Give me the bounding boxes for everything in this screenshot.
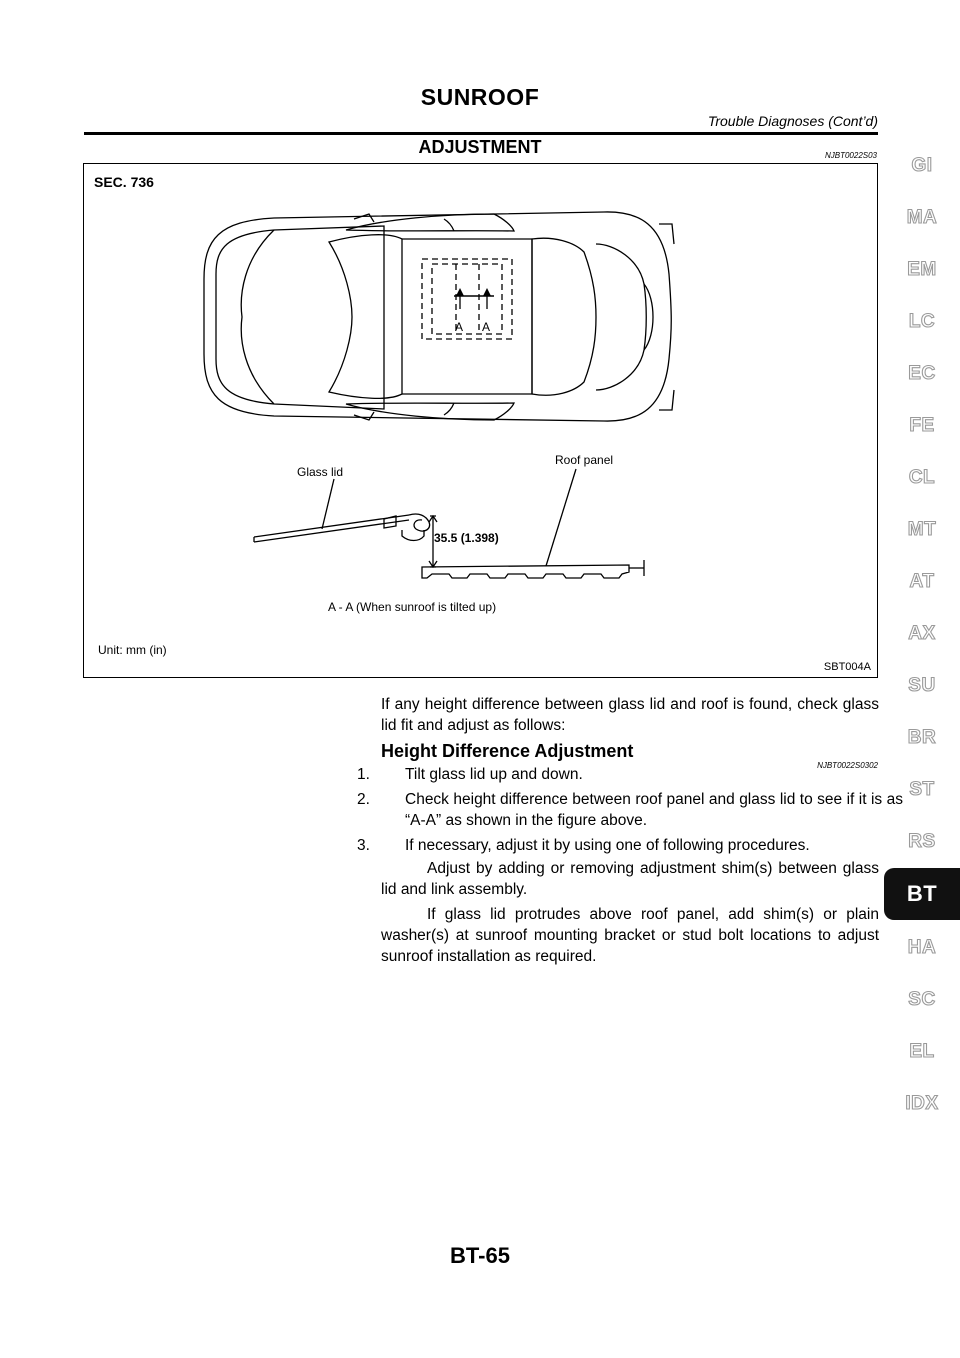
rear-window xyxy=(532,238,596,395)
unit-label: Unit: mm (in) xyxy=(98,643,167,657)
section-caption: A - A (When sunroof is tilted up) xyxy=(328,600,497,614)
step-text: If necessary, adjust it by using one of following procedures. xyxy=(405,837,810,854)
step-number: 3. xyxy=(357,837,370,854)
step-3 xyxy=(357,835,903,856)
step-2 xyxy=(357,789,903,831)
roof-panel-profile xyxy=(422,565,629,578)
tab-cl[interactable]: CL xyxy=(908,467,936,488)
header-rule xyxy=(84,132,878,135)
glass-lid-leader xyxy=(322,479,334,529)
tab-rs[interactable]: RS xyxy=(908,831,936,852)
tab-em[interactable]: EM xyxy=(907,259,937,280)
step-text: Tilt glass lid up and down. xyxy=(405,766,583,783)
procedure-paragraph-1: Adjust by adding or removing adjustment shim(s) between glass lid and link assembly. xyxy=(381,860,879,898)
tab-ma[interactable]: MA xyxy=(906,207,938,228)
height-dimension-label: 35.5 (1.398) xyxy=(434,531,499,545)
tab-el[interactable]: EL xyxy=(909,1041,935,1062)
step-1 xyxy=(357,764,903,785)
tab-bt-active[interactable]: BT xyxy=(884,868,960,920)
step-text: Check height difference between roof panel and glass lid to see if it is as “A-A” as shown in the figure above. xyxy=(405,791,903,829)
tab-br[interactable]: BR xyxy=(907,727,937,748)
tab-su[interactable]: SU xyxy=(908,675,936,696)
tab-at[interactable]: AT xyxy=(909,571,935,592)
tab-ha[interactable]: HA xyxy=(907,937,937,958)
step-number: 2. xyxy=(357,791,370,808)
windshield xyxy=(329,235,402,399)
document-subtitle: Trouble Diagnoses (Cont’d) xyxy=(707,113,878,129)
sunroof-opening-outline xyxy=(422,259,512,339)
section-title: ADJUSTMENT xyxy=(418,137,542,157)
roof-panel-leader xyxy=(546,469,576,566)
subsection-code: NJBT0022S0302 xyxy=(817,761,878,770)
roof-panel-label: Roof panel xyxy=(555,453,614,467)
subsection-title: Height Difference Adjustment xyxy=(381,741,634,761)
section-code: NJBT0022S03 xyxy=(824,151,877,160)
page-number: BT-65 xyxy=(450,1243,510,1268)
tab-gi[interactable]: GI xyxy=(911,155,933,176)
intro-paragraph: If any height difference between glass lid and roof is found, check glass lid fit and adjust as follows: xyxy=(381,696,879,734)
tab-sc[interactable]: SC xyxy=(908,989,936,1010)
step-number: 1. xyxy=(357,766,370,783)
glass-lid-label: Glass lid xyxy=(297,465,344,479)
tab-idx[interactable]: IDX xyxy=(905,1093,939,1114)
procedure-paragraph-2: If glass lid protrudes above roof panel, add shim(s) or plain washer(s) at sunroof mounting bracket or stud bolt locations to adjust sunroof installation as required. xyxy=(381,906,879,965)
document-title: SUNROOF xyxy=(420,84,540,110)
tab-mt[interactable]: MT xyxy=(907,519,937,540)
section-number-label: SEC. 736 xyxy=(94,174,154,190)
tab-ax[interactable]: AX xyxy=(908,623,936,644)
section-mark-a-right: A xyxy=(482,320,491,334)
figure-id: SBT004A xyxy=(823,661,871,673)
tab-lc[interactable]: LC xyxy=(908,311,936,332)
tab-ec[interactable]: EC xyxy=(908,363,936,384)
tab-st[interactable]: ST xyxy=(909,779,935,800)
section-mark-a-left: A xyxy=(455,320,464,334)
sunroof-figure xyxy=(83,163,878,678)
tab-fe[interactable]: FE xyxy=(909,415,935,436)
